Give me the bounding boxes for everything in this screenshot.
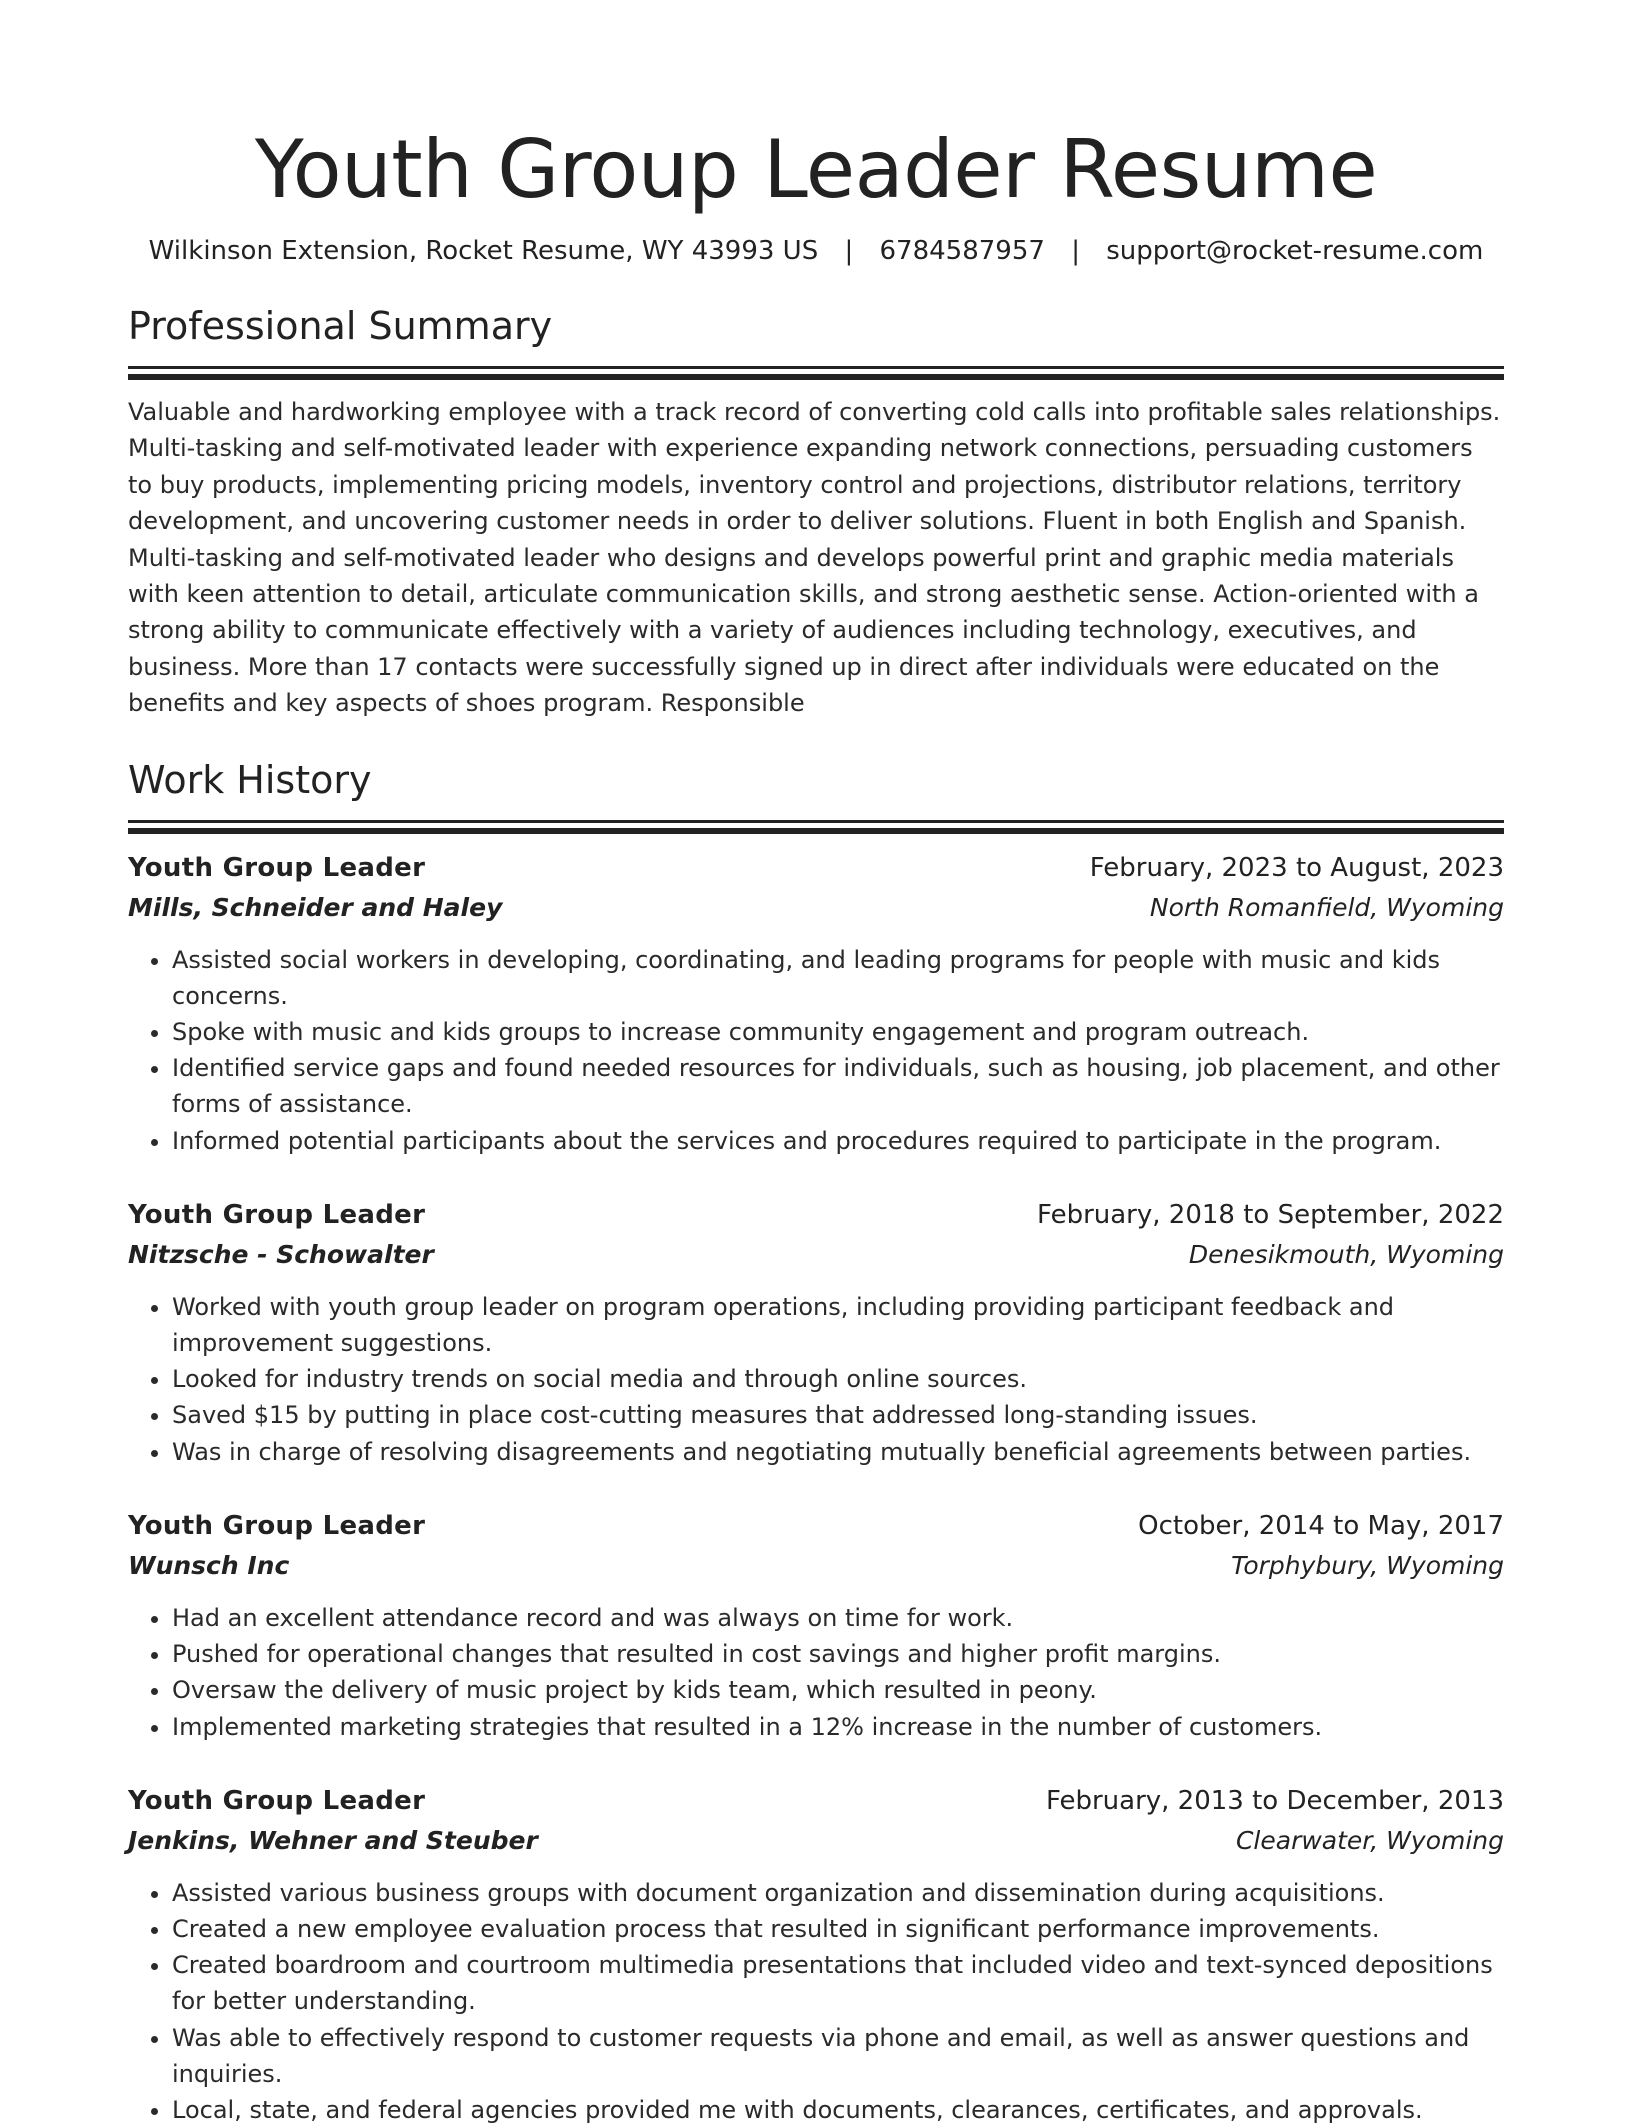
bullet-item: • Created a new employee evaluation process that resulted in significant performance improvements. bbox=[172, 1911, 1504, 1947]
bullet-item: • Assisted social workers in developing, coordinating, and leading programs for people with music and kids concerns. bbox=[172, 942, 1504, 1014]
section-divider-thin bbox=[128, 366, 1504, 369]
bullet-item: • Spoke with music and kids groups to increase community engagement and program outreach. bbox=[172, 1014, 1504, 1050]
contact-line bbox=[128, 234, 1504, 268]
job-location: Torphybury, Wyoming bbox=[1231, 1550, 1504, 1580]
bullet-item: • Worked with youth group leader on program operations, including providing participant feedback and improvement suggestions. bbox=[172, 1289, 1504, 1361]
job-title: Youth Group Leader bbox=[128, 1510, 426, 1541]
bullet-item: • Oversaw the delivery of music project by kids team, which resulted in peony. bbox=[172, 1672, 1504, 1708]
bullet-item: • Informed potential participants about the services and procedures required to participate in the program. bbox=[172, 1123, 1504, 1159]
bullet-item: • Created boardroom and courtroom multimedia presentations that included video and text-synced depositions for better understanding. bbox=[172, 1947, 1504, 2019]
section-divider-thick bbox=[128, 374, 1504, 380]
job-dates: February, 2013 to December, 2013 bbox=[1045, 1785, 1504, 1816]
bullet-item: • Was in charge of resolving disagreements and negotiating mutually beneficial agreements between parties. bbox=[172, 1434, 1504, 1470]
job-entry bbox=[128, 1781, 1504, 2128]
section-divider-thin bbox=[128, 820, 1504, 823]
company-name: Nitzsche - Schowalter bbox=[128, 1239, 434, 1269]
professional-summary-section bbox=[128, 302, 1504, 722]
resume-title: Youth Group Leader Resume bbox=[254, 123, 1378, 216]
summary-text: Valuable and hardworking employee with a track record of converting cold calls into profitable sales relationships. Multi-tasking and self-motivated leader with experience expanding network connections, persuading customers to buy products, implementing pricing models, inventory control and projections, distributor relations, territory development, and uncovering customer needs in order to deliver solutions. Fluent in both English and Spanish. Multi-tasking and self-motivated leader who designs and develops powerful print and graphic media materials with keen attention to detail, articulate communication skills, and strong aesthetic sense. Action-oriented with a strong ability to communicate effectively with a variety of audiences including technology, executives, and business. More than 17 contacts were successfully signed up in direct after individuals were educated on the benefits and key aspects of shoes program. Responsible bbox=[128, 398, 1501, 718]
company-name: Mills, Schneider and Haley bbox=[128, 892, 503, 922]
bullet-item: • Assisted various business groups with document organization and dissemination during acquisitions. bbox=[172, 1875, 1504, 1911]
job-dates: February, 2018 to September, 2022 bbox=[1037, 1199, 1504, 1230]
bullet-item: • Implemented marketing strategies that resulted in a 12% increase in the number of customers. bbox=[172, 1709, 1504, 1745]
job-title: Youth Group Leader bbox=[128, 1785, 426, 1816]
bullet-item: • Local, state, and federal agencies provided me with documents, clearances, certificates, and approvals. bbox=[172, 2092, 1504, 2128]
email: support@rocket-resume.com bbox=[1106, 236, 1484, 266]
job-entry bbox=[128, 1195, 1504, 1470]
job-bullets bbox=[128, 1289, 1504, 1470]
bullet-item: • Identified service gaps and found needed resources for individuals, such as housing, job placement, and other forms of assistance. bbox=[172, 1050, 1504, 1122]
job-location: Denesikmouth, Wyoming bbox=[1188, 1239, 1504, 1269]
job-bullets bbox=[128, 942, 1504, 1159]
bullet-item: • Was able to effectively respond to customer requests via phone and email, as well as answer questions and inquiries. bbox=[172, 2020, 1504, 2092]
phone: 6784587957 bbox=[879, 236, 1045, 266]
section-title-summary: Professional Summary bbox=[128, 304, 553, 348]
work-history-section bbox=[128, 756, 1504, 2128]
bullet-item: • Pushed for operational changes that resulted in cost savings and higher profit margins. bbox=[172, 1636, 1504, 1672]
bullet-item: • Had an excellent attendance record and was always on time for work. bbox=[172, 1600, 1504, 1636]
job-title: Youth Group Leader bbox=[128, 852, 426, 883]
job-entry bbox=[128, 1506, 1504, 1745]
job-bullets bbox=[128, 1600, 1504, 1745]
resume-page bbox=[128, 118, 1504, 2128]
job-location: North Romanfield, Wyoming bbox=[1149, 892, 1504, 922]
job-title: Youth Group Leader bbox=[128, 1199, 426, 1230]
job-dates: October, 2014 to May, 2017 bbox=[1138, 1510, 1504, 1541]
section-title-work-history: Work History bbox=[128, 757, 372, 802]
job-entry bbox=[128, 848, 1504, 1159]
bullet-item: • Saved $15 by putting in place cost-cutting measures that addressed long-standing issues. bbox=[172, 1397, 1504, 1433]
company-name: Jenkins, Wehner and Steuber bbox=[128, 1825, 538, 1855]
company-name: Wunsch Inc bbox=[128, 1550, 290, 1580]
section-divider-thick bbox=[128, 828, 1504, 834]
address: Wilkinson Extension, Rocket Resume, WY 43993 US bbox=[148, 236, 819, 266]
contact-separator: | bbox=[844, 236, 854, 266]
contact-separator: | bbox=[1071, 236, 1080, 266]
job-bullets bbox=[128, 1875, 1504, 2128]
job-dates: February, 2023 to August, 2023 bbox=[1089, 852, 1504, 883]
job-location: Clearwater, Wyoming bbox=[1235, 1825, 1504, 1855]
bullet-item: • Looked for industry trends on social media and through online sources. bbox=[172, 1361, 1504, 1397]
